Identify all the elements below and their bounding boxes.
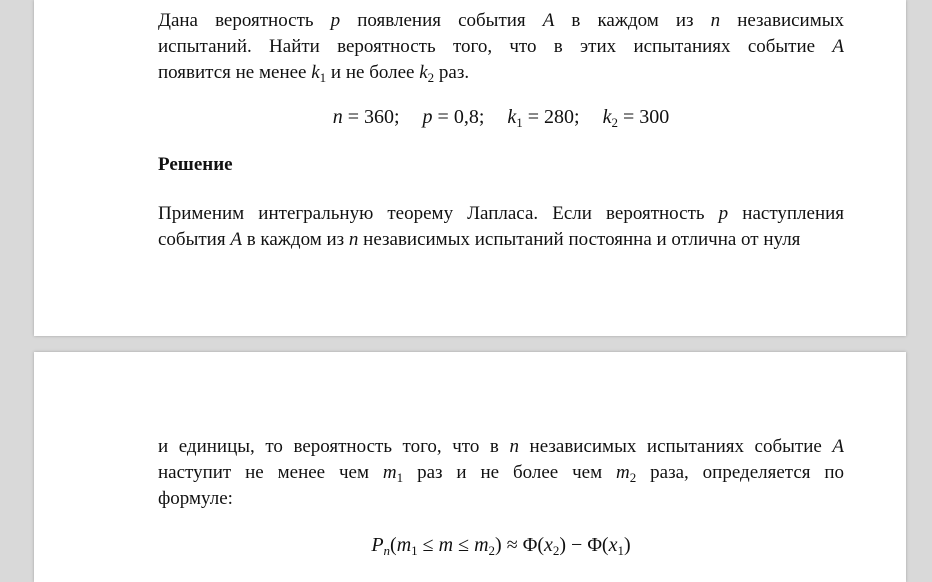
continuation-text	[158, 434, 844, 512]
problem-line-2: испытаний. Найти вероятность того, что в этих испытаниях событие A	[158, 36, 844, 57]
problem-statement	[158, 8, 844, 86]
continuation-line-3: формуле:	[158, 488, 233, 509]
continuation-line-2: наступит не менее чем $m_1$ раз и не более чем $m_2$ раза, определяется по	[158, 462, 845, 485]
laplace-formula: $P_n(m_1 \le m \le m_2) \approx \Phi(x_2) - \Phi(x_1)$	[371, 534, 631, 558]
problem-line-1: Дана вероятность p появления события A в каждом из n независимых	[158, 10, 845, 31]
given-values: n = 360; p = 0,8; $k_1 = 280$; $k_2 = 300$	[332, 106, 670, 130]
section-heading: Решение	[158, 154, 233, 175]
document-page-2	[34, 352, 906, 582]
problem-line-3: появится не менее $k_1$ и не более $k_2$ раз.	[158, 62, 470, 85]
solution-line-1: Применим интегральную теорему Лапласа. Если вероятность p наступления	[158, 203, 845, 224]
solution-text	[158, 201, 844, 253]
continuation-line-1: и единицы, то вероятность того, что в n независимых испытаниях событие A	[158, 436, 845, 457]
document-page-1	[34, 0, 906, 336]
solution-line-2: события A в каждом из n независимых испытаний постоянна и отлична от нуля	[158, 229, 801, 250]
